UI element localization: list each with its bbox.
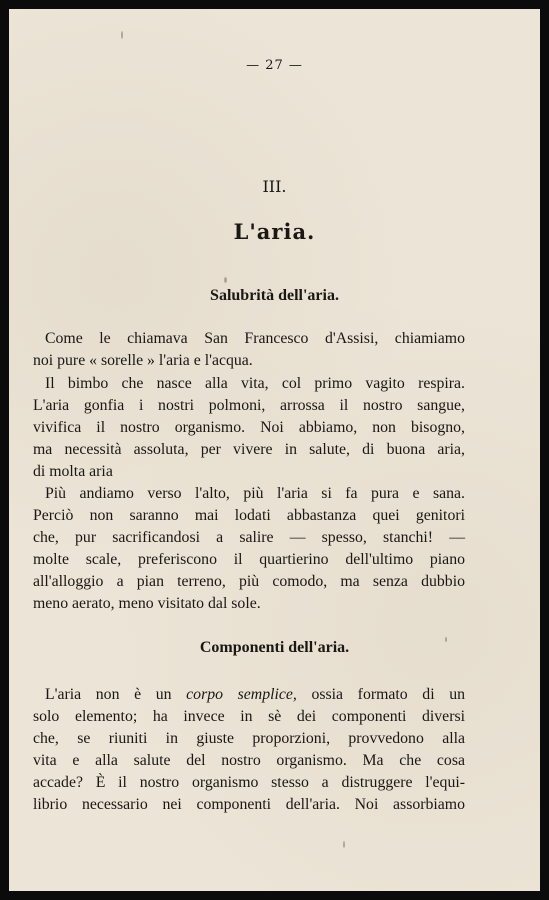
section-heading-salubrita: Salubrità dell'aria. [210,287,339,304]
text-line: vita e alla salute del nostro organismo. Ma che cosa [33,752,465,769]
text-line: accade? È il nostro organismo stesso a distruggere l'equi- [33,774,465,791]
paragraph-3 [33,483,465,615]
paper-speck [224,277,227,283]
paper-speck [343,841,345,848]
text-line: Il bimbo che nasce alla vita, col primo vagito respira. [45,375,465,392]
page-number: — 27 — [246,58,303,73]
text-line: di molta aria [33,463,113,480]
text-line: che, pur sacrificandosi a salire — spesso, stanchi! — [33,529,465,546]
text-line: molte scale, preferiscono il quartierino dell'ultimo piano [33,551,465,568]
paragraph-4 [33,684,465,816]
text-line: che, se riuniti in giuste proporzioni, provvedono alla [33,730,465,747]
paragraph-2 [33,373,465,483]
text-line: noi pure « sorelle » l'aria e l'acqua. [33,352,253,369]
text-line: L'aria gonfia i nostri polmoni, arrossa il nostro sangue, [33,397,465,414]
text-span: L'aria non è un [45,686,172,703]
paper-speck [445,637,447,642]
text-line: Come le chiamava San Francesco d'Assisi, chiamiamo [45,330,465,347]
text-line: meno aerato, meno visitato dal sole. [33,595,261,612]
italic-term: corpo semplice, [186,686,297,703]
paper-speck [121,31,123,39]
text-line: Perciò non saranno mai lodati abbastanza quei genitori [33,507,465,524]
text-line: librio necessario nei componenti dell'aria. Noi assorbiamo [33,796,465,813]
text-line: all'alloggio a pian terreno, più comodo, ma senza dubbio [33,573,465,590]
text-line: vivifica il nostro organismo. Noi abbiamo, non bisogno, [33,419,465,436]
chapter-title: L'aria. [233,219,316,244]
text-span: ossia formato di un [311,686,465,703]
section-heading-componenti: Componenti dell'aria. [199,639,350,656]
text-line: Più andiamo verso l'alto, più l'aria si fa pura e sana. [45,485,465,502]
chapter-number: III. [262,177,287,196]
text-line [33,684,465,706]
paragraph-1 [33,328,465,372]
text-line: ma necessità assoluta, per vivere in salute, di buona aria, [33,441,465,458]
text-line: solo elemento; ha invece in sè dei componenti diversi [33,708,465,725]
book-page [9,9,540,891]
